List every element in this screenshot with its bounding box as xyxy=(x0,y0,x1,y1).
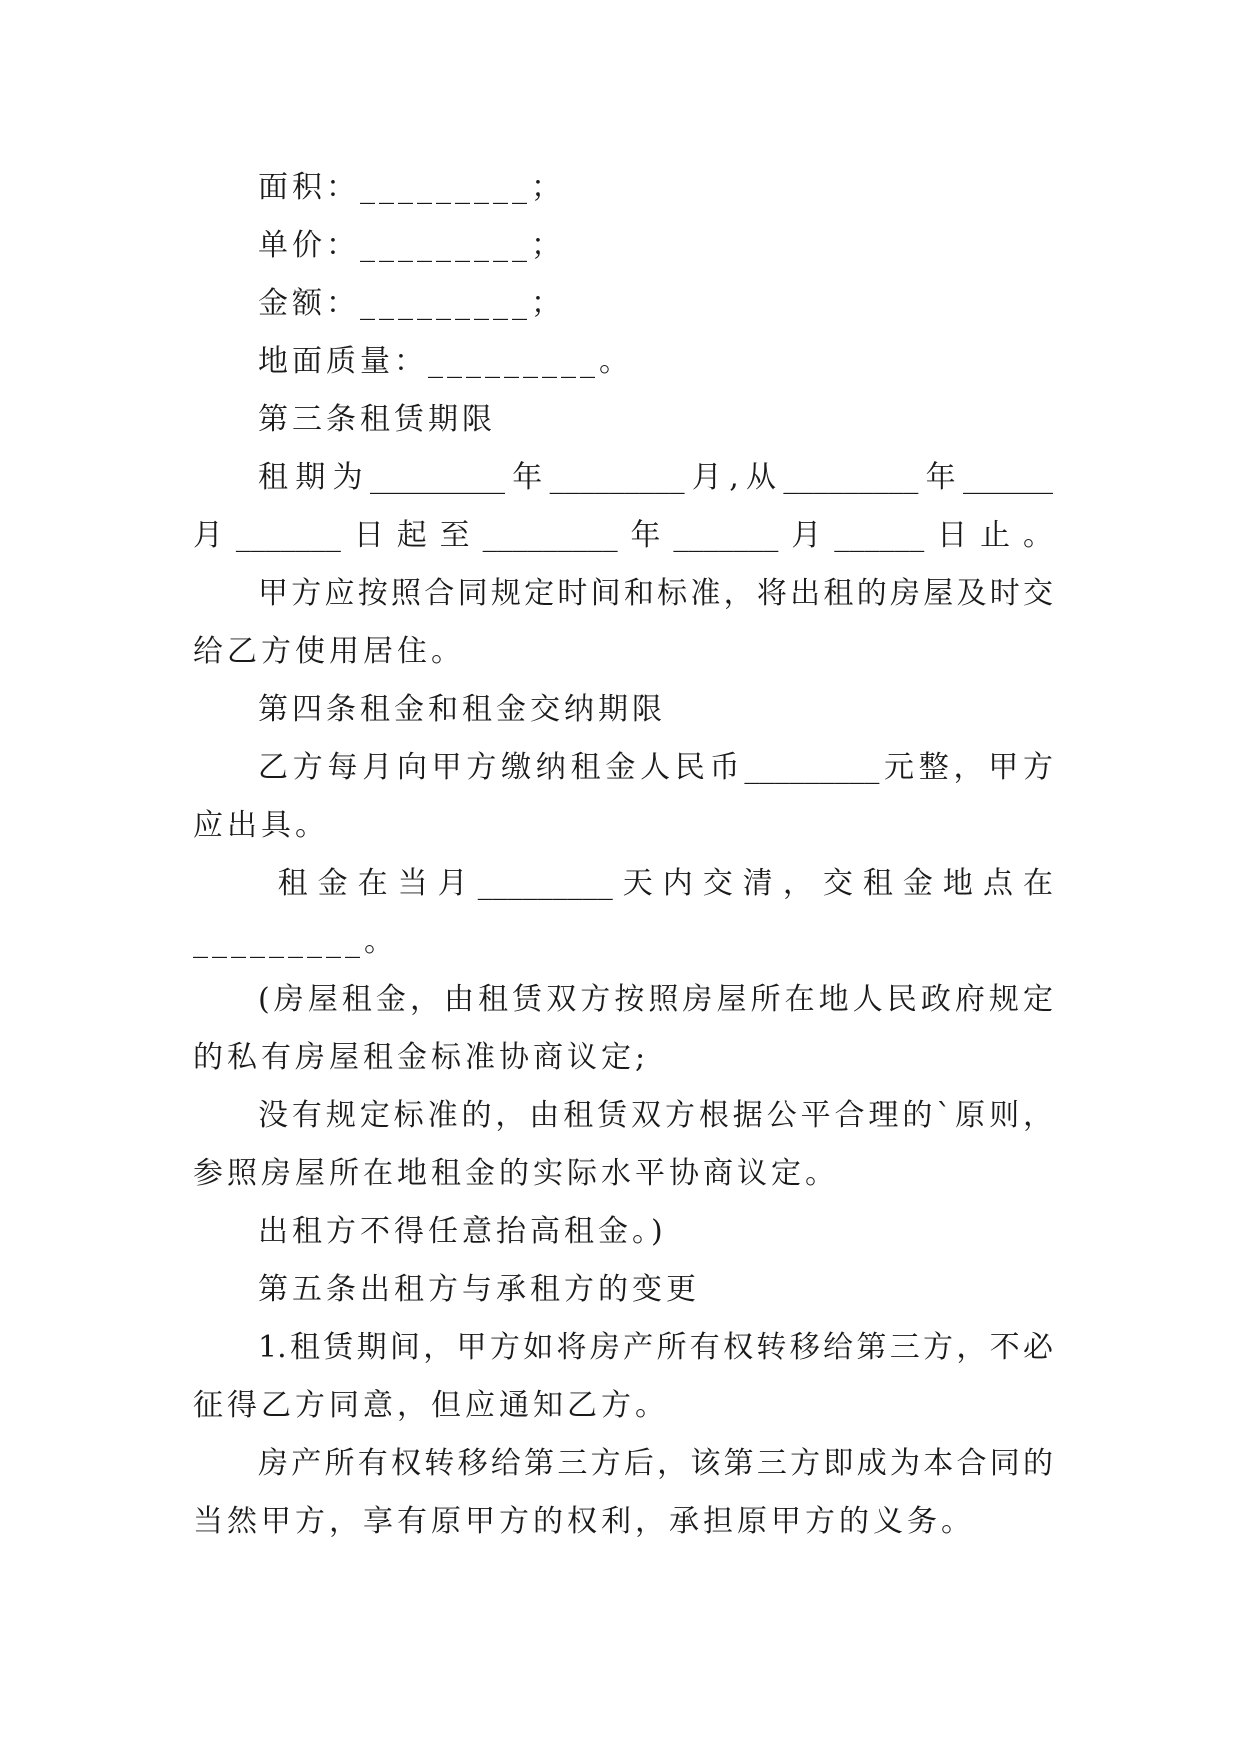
lease-term-line-1: 租期为_________年_________月,从_________年______ xyxy=(258,460,1053,495)
unit-price-field-line: 单价：_________； xyxy=(258,228,565,263)
article-3-heading: 第三条租赁期限 xyxy=(258,402,496,437)
rent-standard-line-1: 没有规定标准的，由租赁双方根据公平合理的`原则， xyxy=(258,1098,1053,1133)
floor-quality-field-line: 地面质量：_________。 xyxy=(258,344,633,379)
rent-standard-line-2: 参照房屋所在地租金的实际水平协商议定。 xyxy=(193,1156,839,1191)
rent-note-line-1: (房屋租金，由租赁双方按照房屋所在地人民政府规定 xyxy=(258,982,1053,1017)
new-owner-line-2: 当然甲方，享有原甲方的权利，承担原甲方的义务。 xyxy=(193,1504,975,1539)
article-5-heading: 第五条出租方与承租方的变更 xyxy=(258,1272,700,1307)
rent-limit-line: 出租方不得任意抬高租金。) xyxy=(258,1214,667,1249)
lease-term-line-2: 月_______日起至_________年_______月______日止。 xyxy=(193,518,1053,553)
ownership-transfer-line-2: 征得乙方同意，但应通知乙方。 xyxy=(193,1388,669,1423)
amount-field-line: 金额：_________； xyxy=(258,286,565,321)
rent-payment-line-1: 乙方每月向甲方缴纳租金人民币_________元整，甲方 xyxy=(258,750,1053,785)
area-field-line: 面积：_________； xyxy=(258,170,565,205)
delivery-paragraph-line-2: 给乙方使用居住。 xyxy=(193,634,465,669)
rent-payment-line-2: 应出具。 xyxy=(193,808,329,843)
new-owner-line-1: 房产所有权转移给第三方后，该第三方即成为本合同的 xyxy=(258,1446,1053,1481)
article-4-heading: 第四条租金和租金交纳期限 xyxy=(258,692,666,727)
rent-note-line-2: 的私有房屋租金标准协商议定; xyxy=(193,1040,650,1075)
ownership-transfer-line-1: 1.租赁期间，甲方如将房产所有权转移给第三方，不必 xyxy=(258,1330,1053,1365)
delivery-paragraph-line-1: 甲方应按照合同规定时间和标准，将出租的房屋及时交 xyxy=(258,576,1053,611)
rent-deadline-line-1: 租金在当月_________天内交清，交租金地点在 xyxy=(258,866,1053,901)
rent-deadline-line-2: _________。 xyxy=(193,924,398,959)
